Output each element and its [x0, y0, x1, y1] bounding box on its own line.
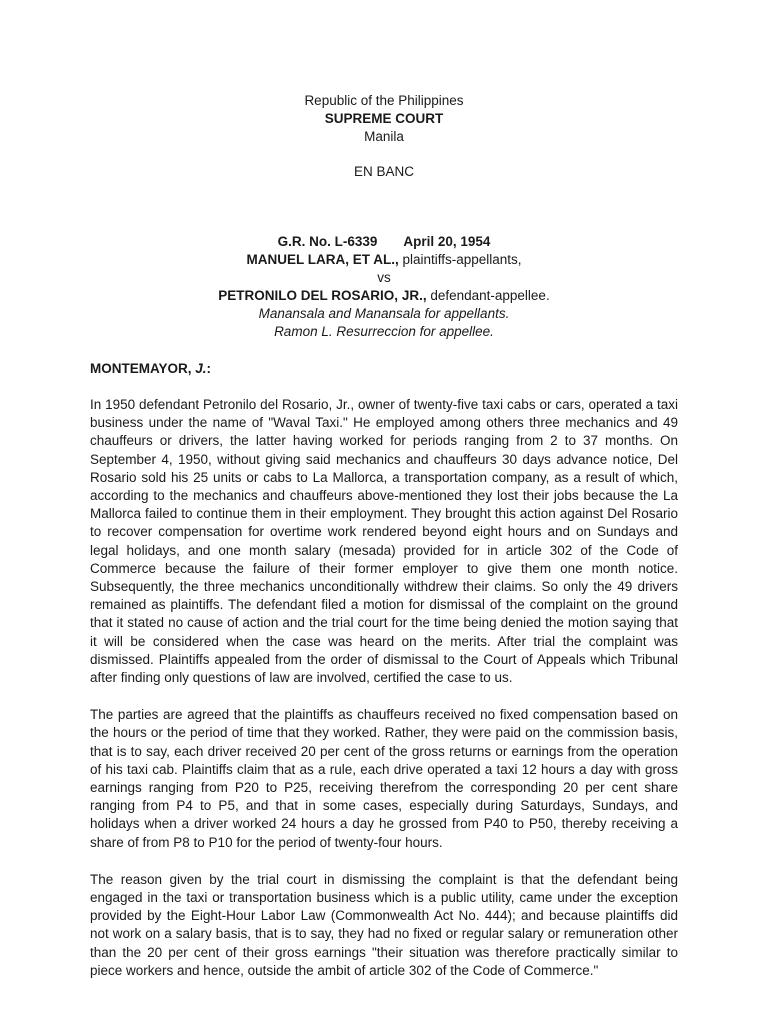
paragraph: In 1950 defendant Petronilo del Rosario, Jr., owner of twenty-five taxi cabs or cars, operated a taxi business under the name of "Waval Taxi." He employed among others three mechanics and 49 chauffeurs or drivers, the latter having worked for periods ranging from 2 to 37 months. On September 4, 1950, without giving said mechanics and chauffeurs 30 days advance notice, Del Rosario sold his 25 units or cabs to La Mallorca, a transportation company, as a result of which, according to the mechanics and chauffeurs above-mentioned they lost their jobs because the La Mallorca failed to continue them in their employment. They brought this action against Del Rosario to recover compensation for overtime work rendered beyond eight hours and on Sundays and legal holidays, and one month salary (mesada) provided for in article 302 of the Code of Commerce because the failure of their former employer to give them one month notice. Subsequently, the three mechanics unconditionally withdrew their claims. So only the 49 drivers remained as plaintiffs. The defendant filed a motion for dismissal of the complaint on the ground that it stated no cause of action and the trial court for the time being denied the motion saying that it will be considered when the case was heard on the merits. After trial the complaint was dismissed. Plaintiffs appealed from the order of dismissal to the Court of Appeals which Tribunal after finding only questions of law are involved, certified the case to us.: [90, 397, 678, 686]
gr-number: G.R. No. L-6339: [277, 234, 378, 249]
counsel-appellee: Ramon L. Resurreccion for appellee.: [274, 324, 494, 339]
court-name: SUPREME COURT: [324, 111, 444, 126]
division-label: EN BANC: [353, 164, 414, 179]
decision-body: [90, 396, 678, 980]
plaintiff-role: plaintiffs-appellants,: [402, 252, 522, 267]
plaintiff-line: [90, 251, 678, 269]
ponente-line: [90, 361, 678, 376]
case-caption: [90, 233, 678, 341]
court-city: Manila: [364, 129, 404, 144]
plaintiff-name: MANUEL LARA, ET AL.,: [246, 252, 399, 267]
defendant-role: defendant-appellee.: [430, 288, 550, 303]
republic-line: Republic of the Philippines: [304, 93, 464, 108]
court-header: [90, 0, 678, 181]
case-number-line: [90, 233, 678, 251]
paragraph: The parties are agreed that the plaintiffs as chauffeurs received no fixed compensation based on the hours or the period of time that they worked. Rather, they were paid on the commission basis, that is to say, each driver received 20 per cent of the gross returns or earnings from the operation of his taxi cab. Plaintiffs claim that as a rule, each drive operated a taxi 12 hours a day with gross earnings ranging from P20 to P25, receiving therefrom the corresponding 20 per cent share ranging from P4 to P5, and that in some cases, especially during Saturdays, Sundays, and holidays when a driver worked 24 hours a day he grossed from P40 to P50, thereby receiving a share of from P8 to P10 for the period of twenty-four hours.: [90, 707, 678, 850]
defendant-line: [90, 287, 678, 305]
paragraph: The reason given by the trial court in dismissing the complaint is that the defendant being engaged in the taxi or transportation business which is a public utility, came under the exception provided by the Eight-Hour Labor Law (Commonwealth Act No. 444); and because plaintiffs did not work on a salary basis, that is to say, they had no fixed or regular salary or remuneration other than the 20 per cent of their gross earnings "their situation was therefore practically similar to piece workers and hence, outside the ambit of article 302 of the Code of Commerce.": [90, 871, 678, 978]
decision-date: April 20, 1954: [403, 234, 491, 249]
ponente-colon: :: [206, 361, 212, 376]
counsel-appellants: Manansala and Manansala for appellants.: [258, 306, 510, 321]
versus-line: vs: [377, 270, 391, 285]
defendant-name: PETRONILO DEL ROSARIO, JR.,: [218, 288, 427, 303]
ponente-title: J.: [195, 361, 207, 376]
ponente-name: MONTEMAYOR,: [90, 361, 192, 376]
